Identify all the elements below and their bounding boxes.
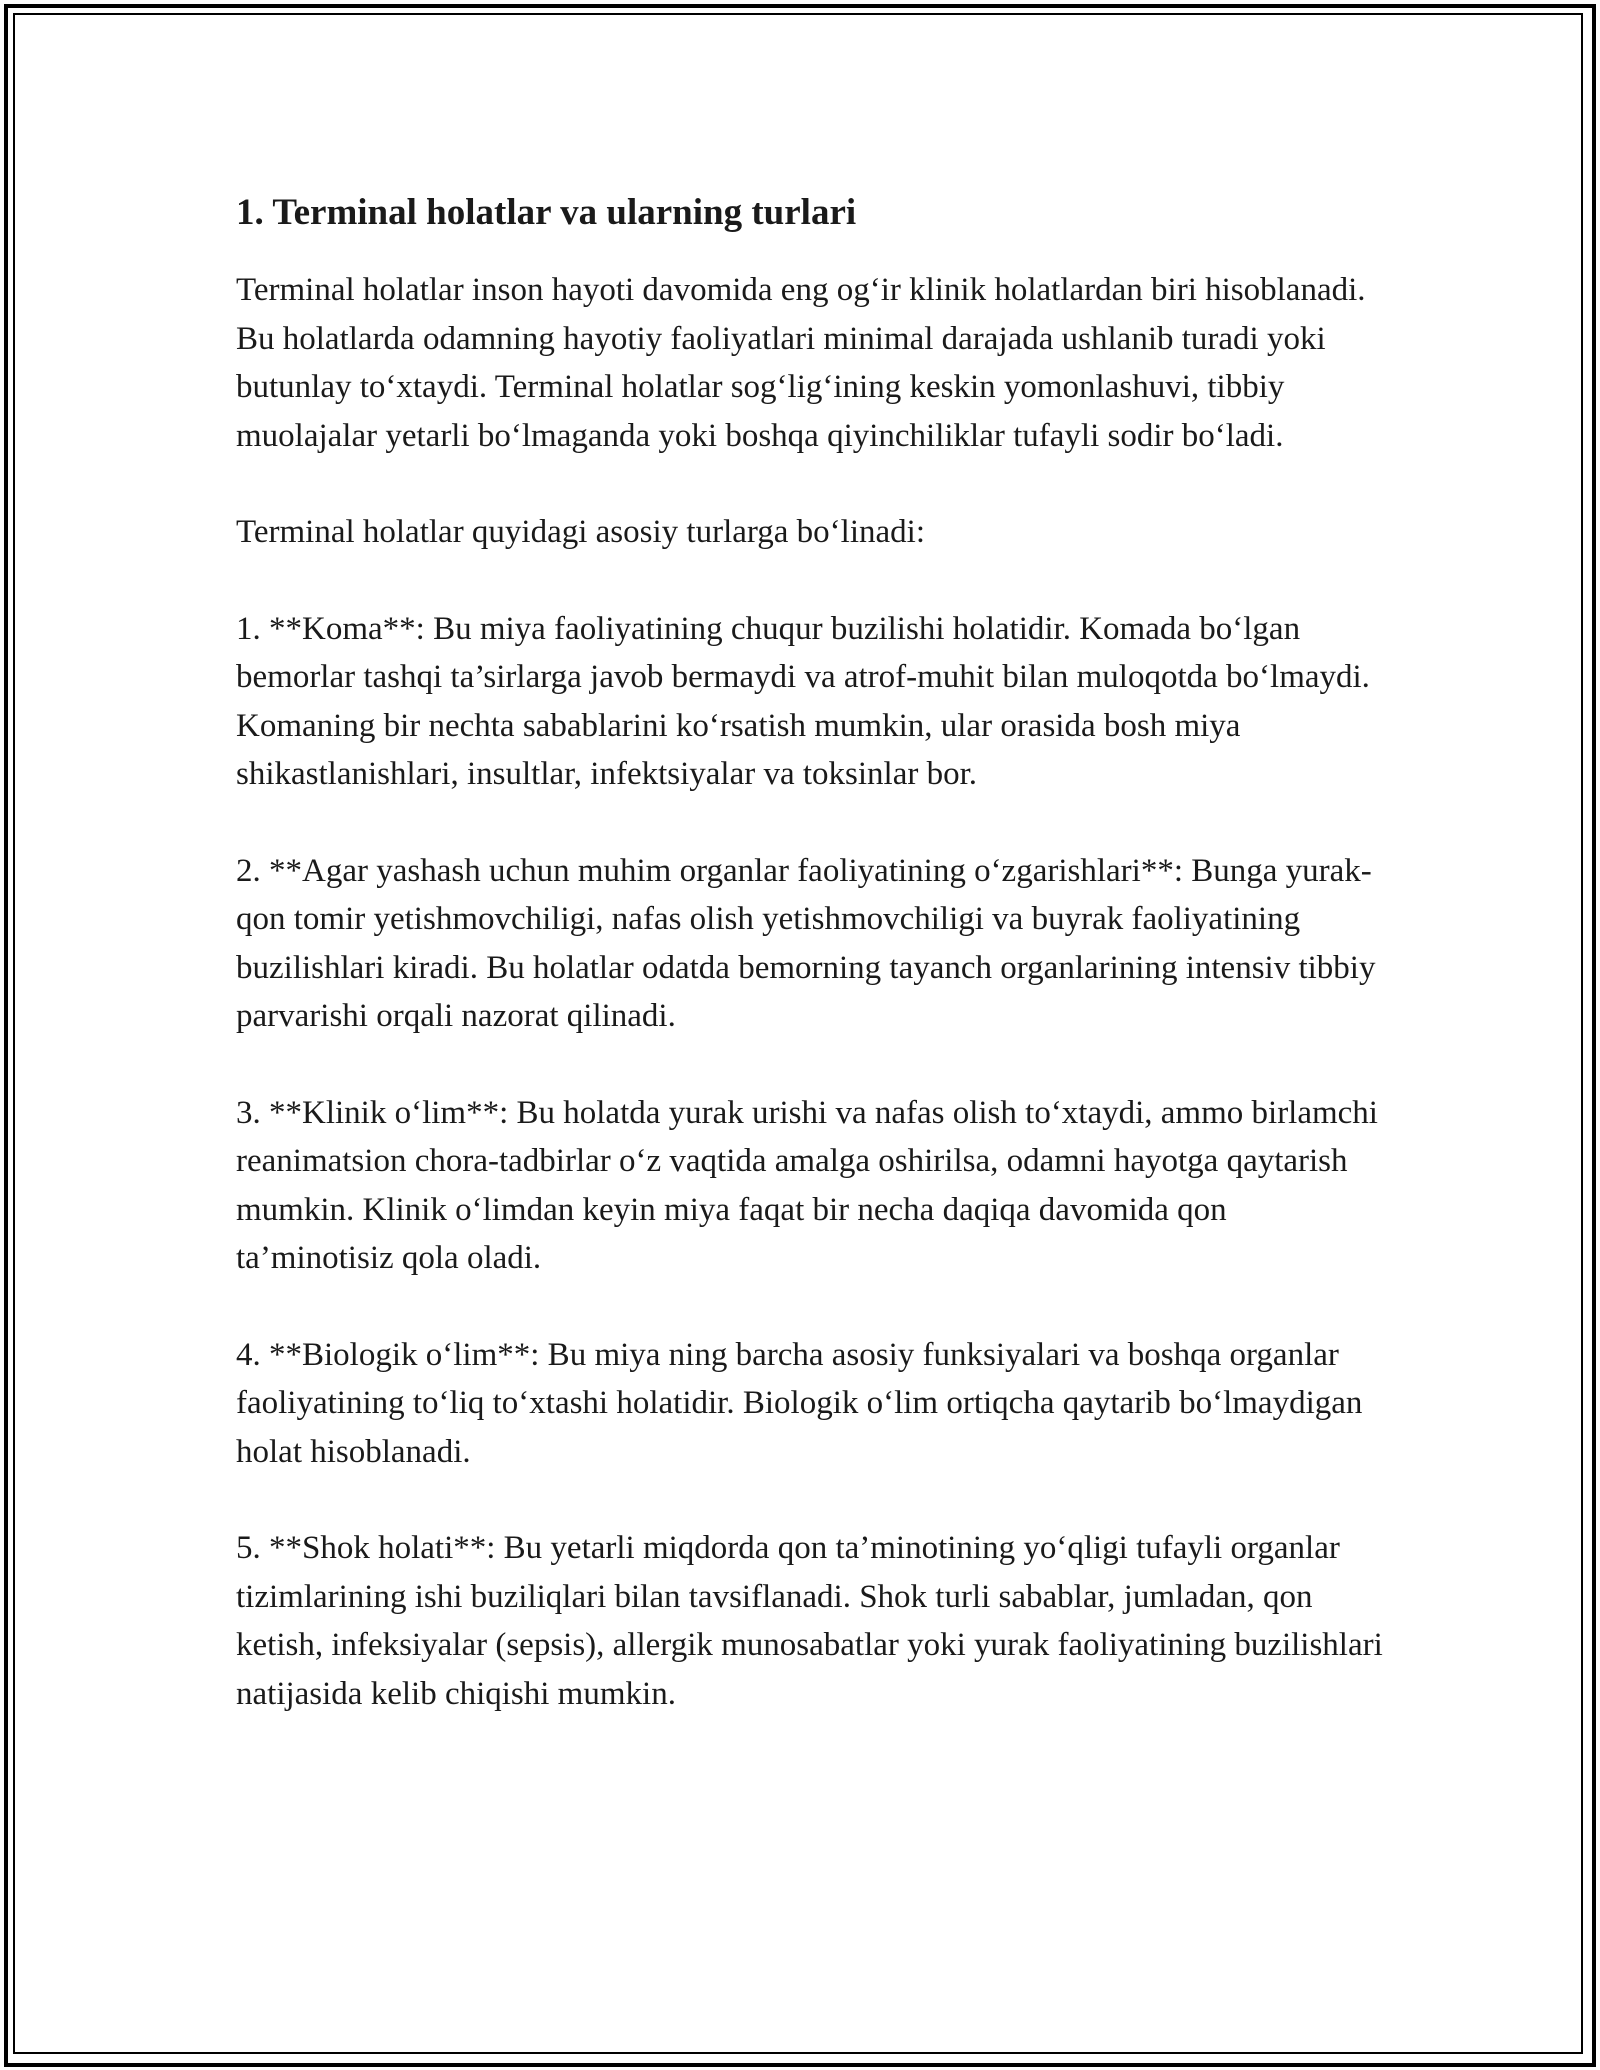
paragraph-intro: Terminal holatlar inson hayoti davomida eng og‘ir klinik holatlardan biri hisoblanadi. Bu holatlarda odamning hayotiy faoliyatlari minimal darajada ushlanib turadi yoki butunlay to‘xtaydi. Terminal holatlar sog‘lig‘ining keskin yomonlashuvi, tibbiy muolajalar yetarli bo‘lmaganda yoki boshqa qiyinchiliklar tufayli sodir bo‘ladi. xyxy=(236,272,1366,454)
list-item-organ-changes: 2. **Agar yashash uchun muhim organlar faoliyatining o‘zgarishlari**: Bunga yurak-qon tomir yetishmovchiligi, nafas olish yetishmovchiligi va buyrak faoliyatining buzilishlari kiradi. Bu holatlar odatda bemorning tayanch organlarining intensiv tibbiy parvarishi orqali nazorat qilinadi. xyxy=(236,852,1376,1034)
list-item-clinical-death: 3. **Klinik o‘lim**: Bu holatda yurak urishi va nafas olish to‘xtaydi, ammo birlamchi reanimatsion chora-tadbirlar o‘z vaqtida amalga oshirilsa, odamni hayotga qaytarish mumkin. Klinik o‘limdan keyin miya faqat bir necha daqiqa davomida qon ta’minotisiz qola oladi. xyxy=(236,1094,1378,1276)
paragraph-types-lead: Terminal holatlar quyidagi asosiy turlarga bo‘linadi: xyxy=(236,514,925,550)
list-item-biological-death: 4. **Biologik o‘lim**: Bu miya ning barcha asosiy funksiyalari va boshqa organlar faoliyatining to‘liq to‘xtashi holatidir. Biologik o‘lim ortiqcha qaytarib bo‘lmaydigan holat hisoblanadi. xyxy=(236,1336,1363,1470)
list-item-shock: 5. **Shok holati**: Bu yetarli miqdorda qon ta’minotining yo‘qligi tufayli organlar tizimlarining ishi buziliqlari bilan tavsiflanadi. Shok turli sabablar, jumladan, qon ketish, infeksiyalar (sepsis), allergik munosabatlar yoki yurak faoliyatining buzilishlari natijasida kelib chiqishi mumkin. xyxy=(236,1530,1383,1712)
document-body xyxy=(236,188,1386,1766)
list-item-koma: 1. **Koma**: Bu miya faoliyatining chuqur buzilishi holatidir. Komada bo‘lgan bemorlar tashqi ta’sirlarga javob bermaydi va atrof-muhit bilan muloqotda bo‘lmaydi. Komaning bir nechta sabablarini ko‘rsatish mumkin, ular orasida bosh miya shikastlanishlari, insultlar, infektsiyalar va toksinlar bor. xyxy=(236,610,1370,792)
section-heading: 1. Terminal holatlar va ularning turlari xyxy=(236,192,857,233)
